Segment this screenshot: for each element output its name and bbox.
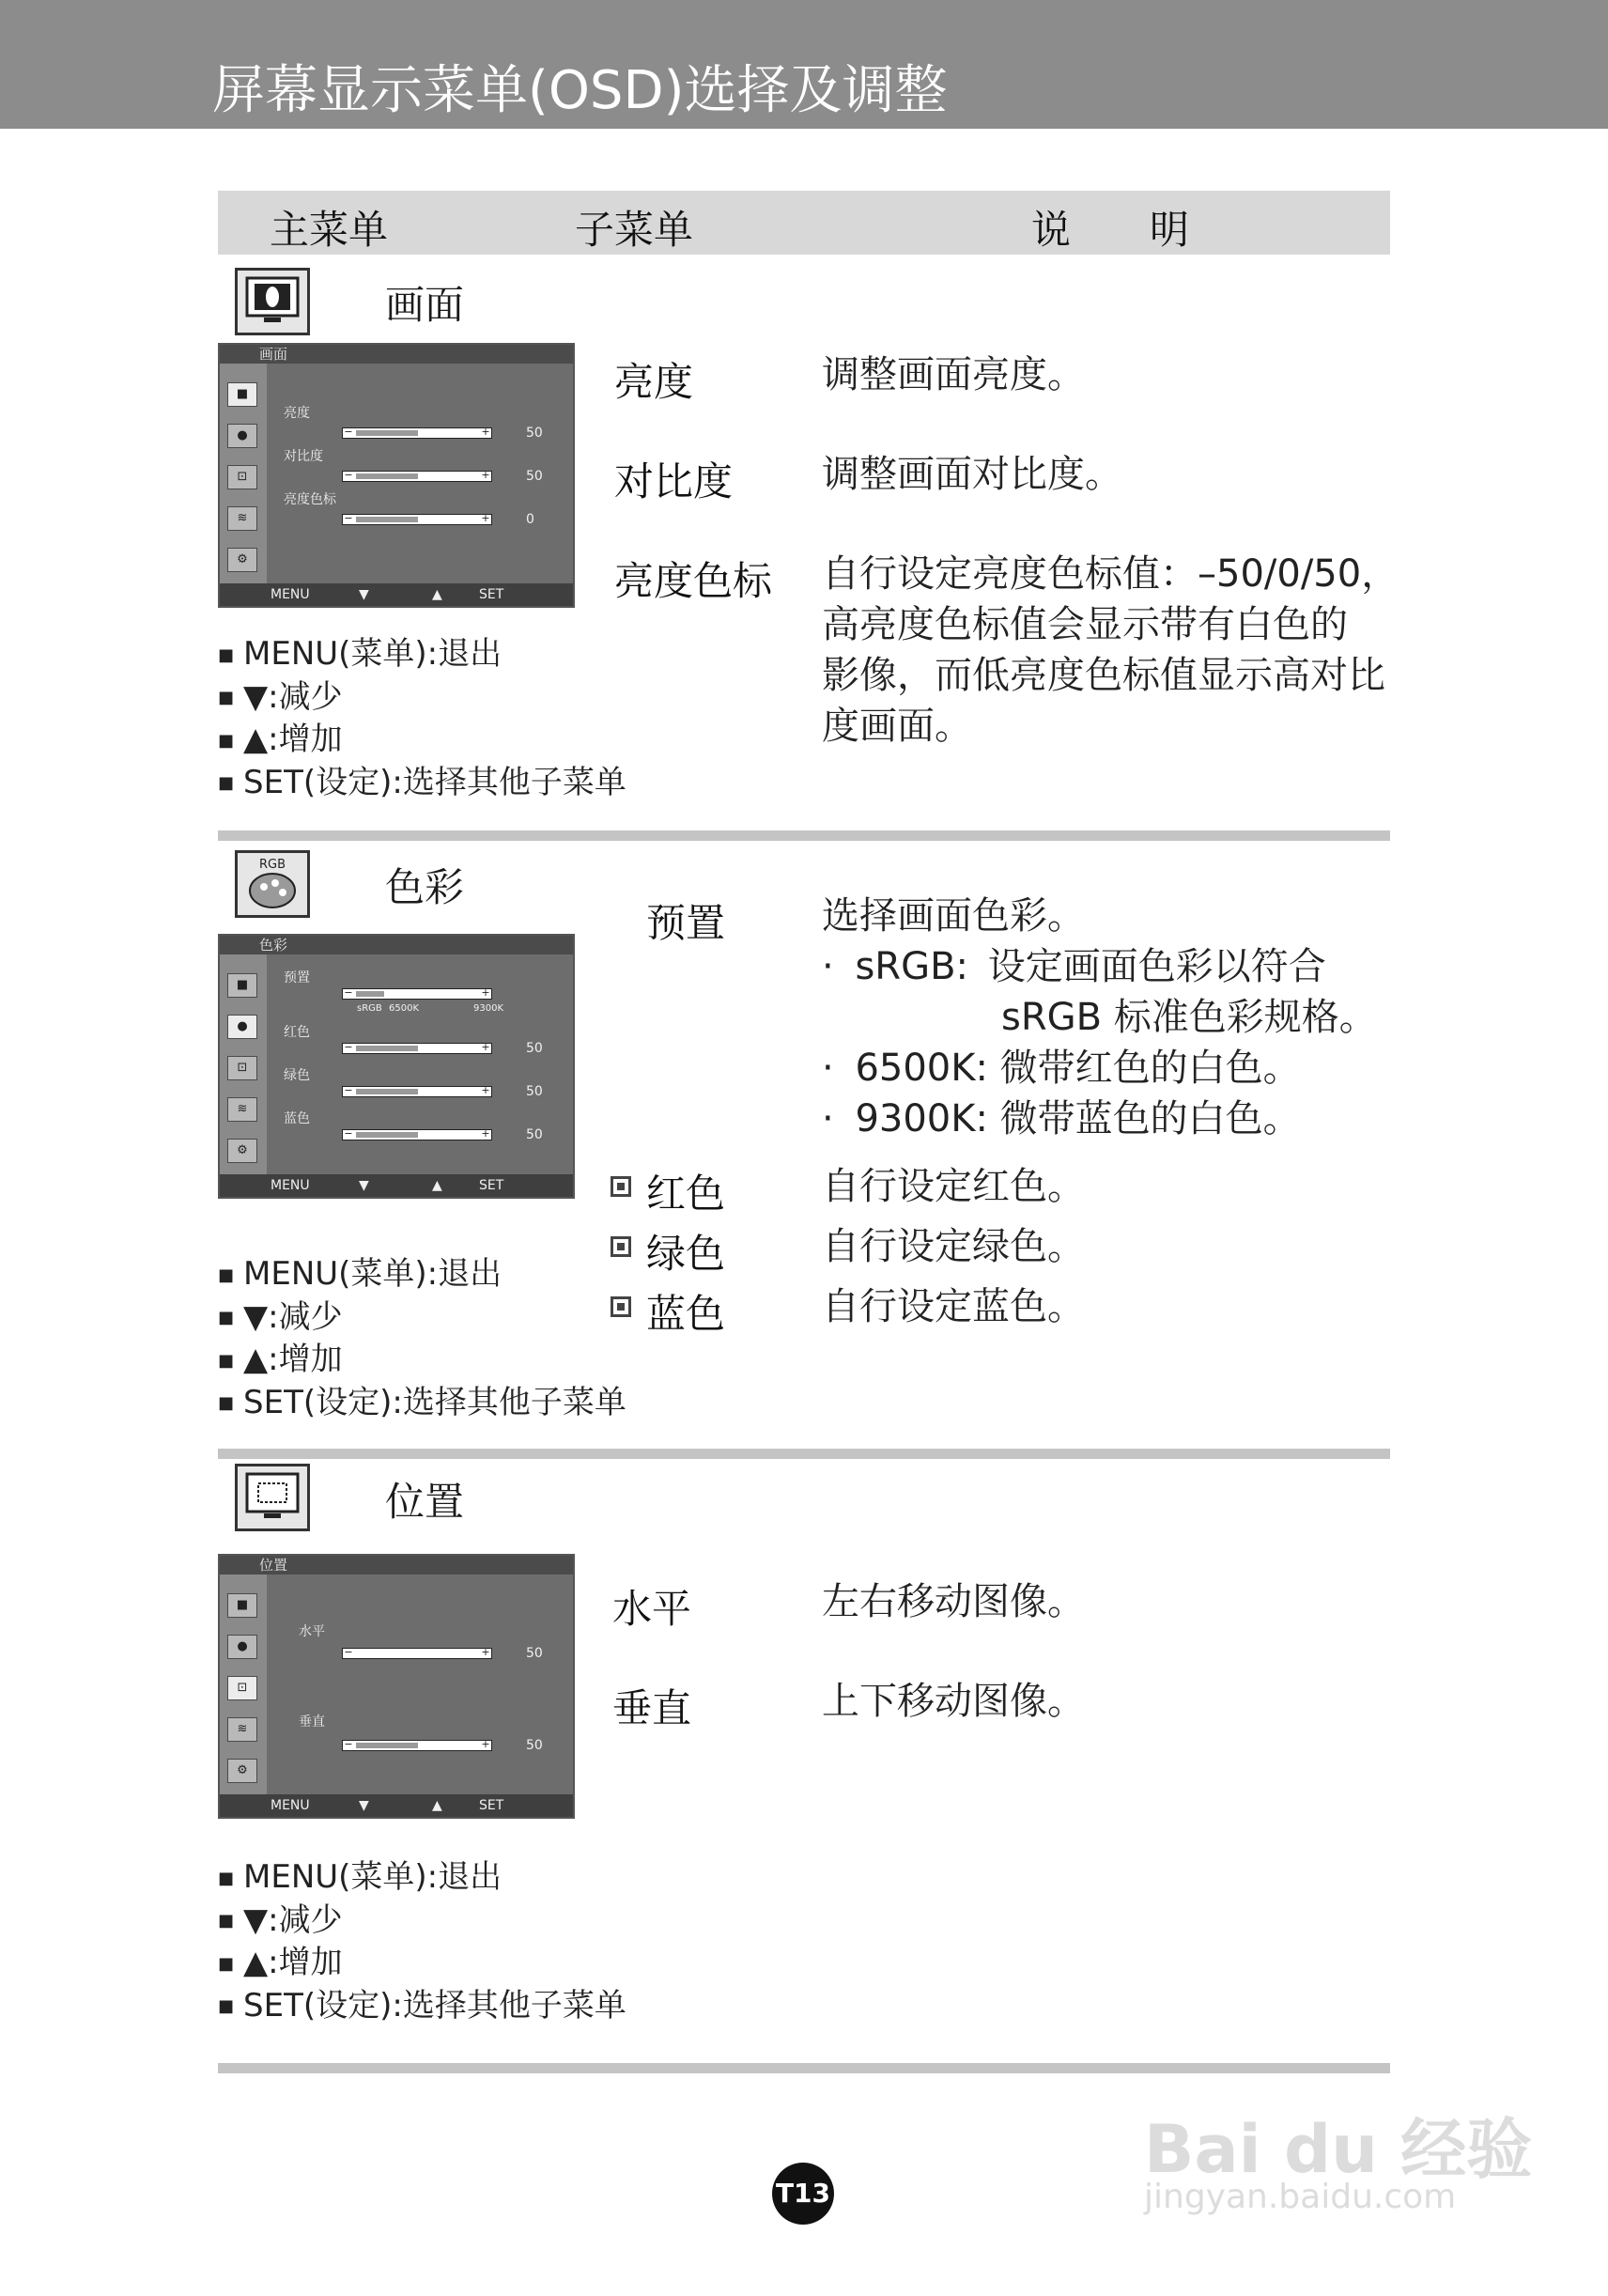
osd-row-label: 红色 xyxy=(284,1025,310,1040)
osd-row-label: 亮度 xyxy=(284,406,310,421)
osd-slider: − + xyxy=(342,514,492,525)
osd-row-value: 50 xyxy=(526,1127,543,1142)
osd-tab-position-icon: ⊡ xyxy=(227,1676,257,1700)
osd-tab-position-icon: ⊡ xyxy=(227,465,257,489)
item-contrast: 对比度 xyxy=(614,458,734,504)
osd-slider-fill xyxy=(356,430,418,436)
item-vertical-desc: 上下移动图像。 xyxy=(822,1680,1085,1723)
osd-tab-color-icon: ● xyxy=(227,1635,257,1659)
item-blue: 蓝色 xyxy=(646,1291,726,1337)
item-horizontal: 水平 xyxy=(612,1586,692,1632)
preset-option-text: 微带蓝色的白色。 xyxy=(999,1097,1301,1140)
watermark-url: jingyan.baidu.com xyxy=(1144,2178,1457,2216)
osd-down-key: ▼ xyxy=(359,587,369,602)
picture-osd-screenshot xyxy=(218,343,575,608)
key-menu-exit: ■ MENU(菜单):退出 xyxy=(218,1253,626,1296)
position-osd-screenshot xyxy=(218,1554,575,1819)
osd-row-value: 0 xyxy=(526,512,534,527)
column-description: 说 明 xyxy=(1031,207,1190,253)
picture-section-title: 画面 xyxy=(385,282,465,328)
column-main-menu: 主菜单 xyxy=(270,207,389,253)
item-preset: 预置 xyxy=(646,900,726,946)
osd-row-label: 对比度 xyxy=(284,449,323,464)
osd-row-value: 50 xyxy=(526,1738,543,1753)
color-key-legend xyxy=(218,1253,626,1424)
key-set-submenu: ■ SET(设定):选择其他子菜单 xyxy=(218,1382,626,1425)
preset-option-key: sRGB: xyxy=(855,945,968,988)
osd-slider-fill xyxy=(356,1132,418,1138)
osd-tab-tracking-icon: ≋ xyxy=(227,1717,257,1742)
osd-row-value: 50 xyxy=(526,1041,543,1056)
item-green-desc: 自行设定绿色。 xyxy=(822,1225,1085,1268)
osd-tab-setup-icon: ⚙ xyxy=(227,1759,257,1783)
item-red: 红色 xyxy=(646,1171,726,1217)
osd-slider: − + xyxy=(342,1648,492,1659)
osd-row-label: 水平 xyxy=(299,1624,325,1639)
osd-title: 色彩 xyxy=(220,936,573,954)
osd-slider: − + xyxy=(342,1043,492,1054)
osd-slider-fill xyxy=(356,991,384,997)
preset-option-9300k xyxy=(822,1094,1301,1144)
item-green: 绿色 xyxy=(646,1231,726,1277)
osd-row-value: 50 xyxy=(526,1646,543,1661)
osd-preset-tick: sRGB xyxy=(357,1003,382,1014)
preset-option-text: 微带红色的白色。 xyxy=(999,1047,1301,1090)
position-key-legend xyxy=(218,1856,626,2027)
osd-footer xyxy=(220,583,573,606)
osd-menu-key: MENU xyxy=(271,1798,310,1813)
key-increase: ■ ▲:增加 xyxy=(218,1942,626,1985)
preset-option-text: 设定画面色彩以符合 xyxy=(987,945,1326,988)
osd-row-value: 50 xyxy=(526,1084,543,1099)
preset-option-srgb-cont: sRGB 标准色彩规格。 xyxy=(1001,996,1377,1039)
osd-up-key: ▲ xyxy=(432,1798,442,1813)
osd-footer xyxy=(220,1174,573,1197)
osd-down-key: ▼ xyxy=(359,1798,369,1813)
position-section-title: 位置 xyxy=(385,1479,465,1525)
osd-slider-fill xyxy=(356,1743,418,1748)
osd-down-key: ▼ xyxy=(359,1178,369,1193)
watermark-brand: Bai du 经验 xyxy=(1144,2111,1533,2188)
preset-option-key: 9300K: xyxy=(855,1097,988,1140)
osd-row-value: 50 xyxy=(526,469,543,484)
osd-slider-fill xyxy=(356,1046,418,1051)
item-brightness: 亮度 xyxy=(614,359,694,405)
osd-tab-setup-icon: ⚙ xyxy=(227,1139,257,1163)
osd-slider: − + xyxy=(342,1086,492,1097)
column-header xyxy=(218,191,1390,255)
desc-line: 高亮度色标值会显示带有白色的 xyxy=(822,603,1348,646)
item-contrast-desc: 调整画面对比度。 xyxy=(822,453,1122,496)
color-osd-screenshot xyxy=(218,934,575,1199)
key-decrease: ■ ▼:减少 xyxy=(218,1900,626,1943)
osd-slider-fill xyxy=(356,473,418,479)
green-square-icon xyxy=(611,1236,631,1257)
key-decrease: ■ ▼:减少 xyxy=(218,676,626,720)
preset-option-srgb xyxy=(822,941,1326,992)
item-horizontal-desc: 左右移动图像。 xyxy=(822,1580,1085,1623)
item-brightness-desc: 调整画面亮度。 xyxy=(822,353,1085,396)
osd-set-key: SET xyxy=(479,587,504,602)
page-title: 屏幕显示菜单(OSD)选择及调整 xyxy=(212,60,948,121)
osd-row-label: 亮度色标 xyxy=(284,492,336,507)
section-divider xyxy=(218,1449,1390,1459)
picture-icon xyxy=(235,268,310,335)
osd-footer xyxy=(220,1794,573,1817)
osd-menu-key: MENU xyxy=(271,1178,310,1193)
page-number: T13 xyxy=(772,2163,834,2225)
osd-preset-label: 预置 xyxy=(284,970,310,985)
osd-tab-setup-icon: ⚙ xyxy=(227,548,257,572)
osd-sidebar xyxy=(220,1575,267,1794)
color-icon xyxy=(235,850,310,918)
bullet: · xyxy=(822,945,834,988)
osd-slider-fill xyxy=(356,1089,418,1094)
blue-square-icon xyxy=(611,1296,631,1317)
osd-row-label: 垂直 xyxy=(299,1714,325,1730)
osd-up-key: ▲ xyxy=(432,587,442,602)
color-section-title: 色彩 xyxy=(385,864,465,910)
section-divider xyxy=(218,830,1390,841)
osd-tab-color-icon: ● xyxy=(227,424,257,448)
osd-tab-color-icon: ● xyxy=(227,1015,257,1039)
osd-sidebar xyxy=(220,954,267,1174)
osd-preset-tick: 9300K xyxy=(473,1003,504,1014)
item-vertical: 垂直 xyxy=(612,1685,692,1731)
bullet: · xyxy=(822,1047,834,1090)
item-preset-desc: 选择画面色彩。 xyxy=(822,894,1085,938)
osd-slider-fill xyxy=(356,517,418,522)
osd-title: 画面 xyxy=(220,345,573,364)
item-gamma-desc xyxy=(822,549,1399,752)
item-gamma: 亮度色标 xyxy=(614,558,773,604)
key-increase: ■ ▲:增加 xyxy=(218,719,626,762)
osd-row-value: 50 xyxy=(526,426,543,441)
osd-up-key: ▲ xyxy=(432,1178,442,1193)
color-icon-text: RGB xyxy=(258,858,286,872)
picture-key-legend xyxy=(218,633,626,804)
item-red-desc: 自行设定红色。 xyxy=(822,1165,1085,1208)
osd-set-key: SET xyxy=(479,1798,504,1813)
osd-set-key: SET xyxy=(479,1178,504,1193)
preset-option-key: 6500K: xyxy=(855,1047,988,1090)
osd-tab-picture-icon: ■ xyxy=(227,1593,257,1618)
desc-line: 度画面。 xyxy=(822,705,972,748)
preset-option-6500k xyxy=(822,1043,1301,1094)
osd-menu-key: MENU xyxy=(271,587,310,602)
osd-tab-tracking-icon: ≋ xyxy=(227,1097,257,1122)
key-set-submenu: ■ SET(设定):选择其他子菜单 xyxy=(218,1985,626,2028)
key-menu-exit: ■ MENU(菜单):退出 xyxy=(218,633,626,676)
key-decrease: ■ ▼:减少 xyxy=(218,1296,626,1340)
osd-tab-picture-icon: ■ xyxy=(227,382,257,407)
osd-slider: − + xyxy=(342,427,492,439)
red-square-icon xyxy=(611,1176,631,1197)
baidu-watermark xyxy=(1144,2048,1533,2236)
osd-tab-position-icon: ⊡ xyxy=(227,1056,257,1080)
osd-row-label: 绿色 xyxy=(284,1068,310,1083)
osd-slider: − + xyxy=(342,471,492,482)
osd-title: 位置 xyxy=(220,1556,573,1575)
position-icon xyxy=(235,1464,310,1531)
item-blue-desc: 自行设定蓝色。 xyxy=(822,1285,1085,1328)
osd-slider: − + xyxy=(342,1129,492,1140)
osd-tab-tracking-icon: ≋ xyxy=(227,506,257,531)
key-set-submenu: ■ SET(设定):选择其他子菜单 xyxy=(218,762,626,805)
desc-line: 自行设定亮度色标值：–50/0/50， xyxy=(822,552,1399,596)
key-menu-exit: ■ MENU(菜单):退出 xyxy=(218,1856,626,1900)
osd-preset-slider: − + xyxy=(342,988,492,1000)
desc-line: 影像，而低亮度色标值显示高对比 xyxy=(822,654,1385,697)
osd-row-label: 蓝色 xyxy=(284,1111,310,1126)
osd-slider: − + xyxy=(342,1740,492,1751)
bullet: · xyxy=(822,1097,834,1140)
osd-sidebar xyxy=(220,364,267,583)
osd-preset-tick: 6500K xyxy=(389,1003,420,1014)
key-increase: ■ ▲:增加 xyxy=(218,1339,626,1382)
osd-tab-picture-icon: ■ xyxy=(227,973,257,998)
column-submenu: 子菜单 xyxy=(575,207,694,253)
